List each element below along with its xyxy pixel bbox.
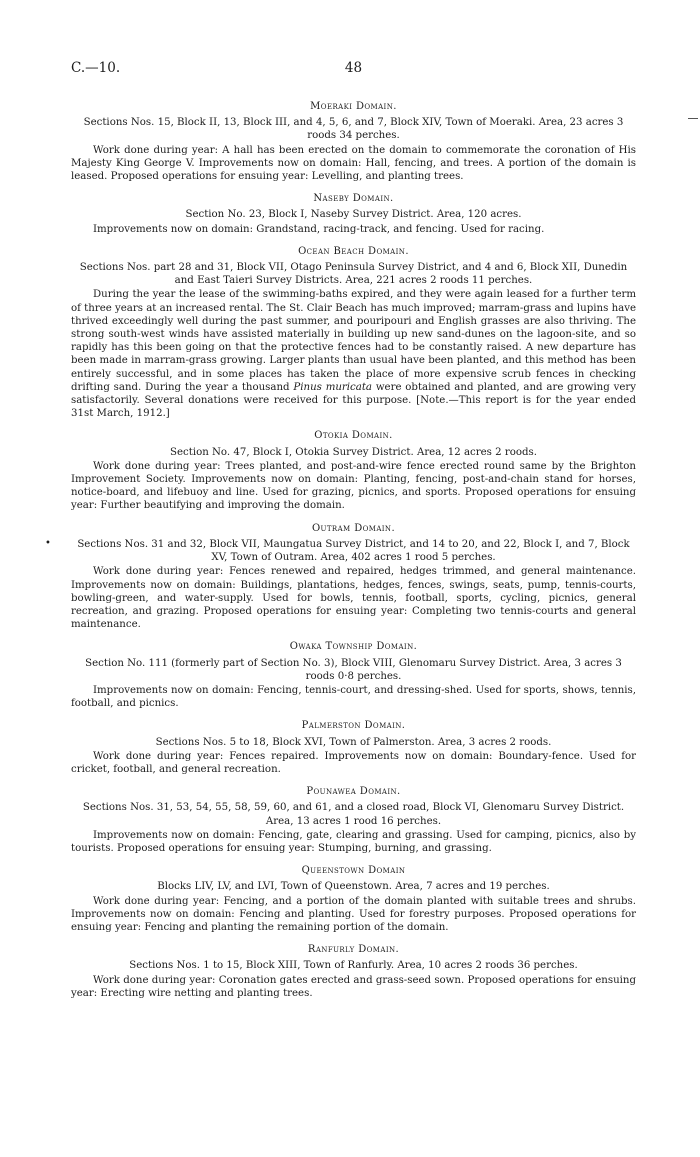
section-heading: Palmerston Domain. [301, 720, 406, 732]
section-text: Work done during year: Coronation gates erected and grass-seed sown. Proposed operations for ensuing year: Erecting wire netting and planting trees. [71, 974, 636, 999]
report-code: C.—10. [71, 60, 121, 76]
section-description: Sections Nos. part 28 and 31, Block VII, Otago Peninsula Survey District, and 4 and 6, Block XII, Dunedin and East Taieri Survey Districts. Area, 221 acres 2 roods 11 perches. [79, 262, 628, 287]
section-heading: Owaka Township Domain. [289, 641, 418, 653]
section-heading: Queenstown Domain [301, 865, 406, 877]
section-text: Work done during year: Trees planted, and post-and-wire fence erected round same by the Brighton Improvement Society. Improvements now on domain: Planting, fencing, post-and-chain stand for horses, notice-board, and lifebuoy and line. Used for grazing, picnics, and sports. Proposed operations for ensuing year: Further beautifying and improving the domain. [71, 460, 636, 512]
section-text: Improvements now on domain: Grandstand, racing-track, and fencing. Used for racing. [93, 223, 545, 235]
section-text: Improvements now on domain: Fencing, tennis-court, and dressing-shed. Used for sports, shows, tennis, football, and picnics. [71, 684, 636, 710]
page-number: 48 [344, 60, 363, 76]
section-description: Sections Nos. 5 to 18, Block XVI, Town of Palmerston. Area, 3 acres 2 roods. [155, 736, 552, 748]
section-description: Blocks LIV, LV, and LVI, Town of Queenstown. Area, 7 acres and 19 perches. [157, 881, 550, 893]
section-text: Work done during year: Fences renewed and repaired, hedges trimmed, and general maintenance. Improvements now on domain: Buildings, plantations, hedges, fences, swings, seats, pump, tennis-courts, bowling-green, and water-supply. Used for bowls, tennis, football, sports, cycling, picnics, general recreation, and grazing. Proposed operations for ensuing year: Completing two tennis-courts and general maintenance. [71, 566, 636, 631]
text-after-italic: were obtained and planted, and are growing very satisfactorily. Several donations were received for this purpose. [Note.—This report is for the year ended 31st March, 1912.] [71, 381, 636, 420]
section-heading: Moeraki Domain. [310, 101, 397, 112]
species-name: Pinus muricata [293, 381, 372, 393]
text-before-italic: During the year the lease of the swimming-baths expired, and they were again leased for a further term of three years at an increased rental. The St. Clair Beach has much improved; marram-grass and lupins have thrived exceedingly well during the past summer, and pouripouri and English grasses are also thriving. The strong south-west winds have assisted materially in building up new sand-dunes on the lagoon-site, and so rapidly has this been going on that the protective fences had to be constantly raised. A new departure has been made in marram-grass growing. Larger plants than usual have been planted, and this method has been entirely successful, and in some places has taken the place of more expensive scrub fences in checking drifting sand. During the year a thousand [71, 289, 636, 393]
section-heading: Pounawea Domain. [306, 786, 401, 798]
section-heading: Otokia Domain. [314, 430, 393, 442]
section-text [71, 288, 636, 420]
margin-rule-mark [688, 118, 698, 119]
section-text: Work done during year: A hall has been erected on the domain to commemorate the coronation of His Majesty King George V. Improvements now on domain: Hall, fencing, and trees. A portion of the domain is leased. Proposed operations for ensuing year: Levelling, and planting trees. [71, 144, 636, 183]
section-description: Sections Nos. 31 and 32, Block VII, Maungatua Survey District, and 14 to 20, and 22, Block I, and 7, Block XV, Town of Outram. Area, 402 acres 1 rood 5 perches. [77, 538, 630, 564]
section-heading: Ocean Beach Domain. [298, 245, 409, 257]
section-description: Section No. 47, Block I, Otokia Survey District. Area, 12 acres 2 roods. [170, 446, 537, 458]
section-description: Sections Nos. 31, 53, 54, 55, 58, 59, 60, and 61, and a closed road, Block VI, Glenomaru Survey District. Area, 13 acres 1 rood 16 perches. [82, 802, 625, 827]
section-description: Section No. 111 (formerly part of Section No. 3), Block VIII, Glenomaru Survey District. Area, 3 acres 3 roods 0·8 perches. [85, 657, 622, 682]
section-description: Sections Nos. 15, Block II, 13, Block III, and 4, 5, 6, and 7, Block XIV, Town of Moeraki. Area, 23 acres 3 roods 34 perches. [83, 117, 624, 142]
section-text: Improvements now on domain: Fencing, gate, clearing and grassing. Used for camping, picnics, also by tourists. Proposed operations for ensuing year: Stumping, burning, and grassing. [71, 829, 636, 854]
margin-bullet: • [45, 538, 51, 549]
section-description: Section No. 23, Block I, Naseby Survey District. Area, 120 acres. [185, 209, 522, 221]
section-heading: Outram Domain. [311, 522, 396, 534]
section-text: Work done during year: Fences repaired. Improvements now on domain: Boundary-fence. Used for cricket, football, and general recreation. [71, 750, 636, 775]
section-heading: Naseby Domain. [313, 193, 394, 205]
domain-reports [71, 100, 636, 1000]
section-text: Work done during year: Fencing, and a portion of the domain planted with suitable trees and shrubs. Improvements now on domain: Fencing and planting. Used for forestry purposes. Proposed operations for ensuing year: Fencing and planting the remaining portion of the domain. [71, 895, 636, 933]
running-head [71, 62, 636, 82]
section-heading: Ranfurly Domain. [307, 944, 400, 956]
section-description: Sections Nos. 1 to 15, Block XIII, Town of Ranfurly. Area, 10 acres 2 roods 36 perches. [129, 960, 578, 972]
